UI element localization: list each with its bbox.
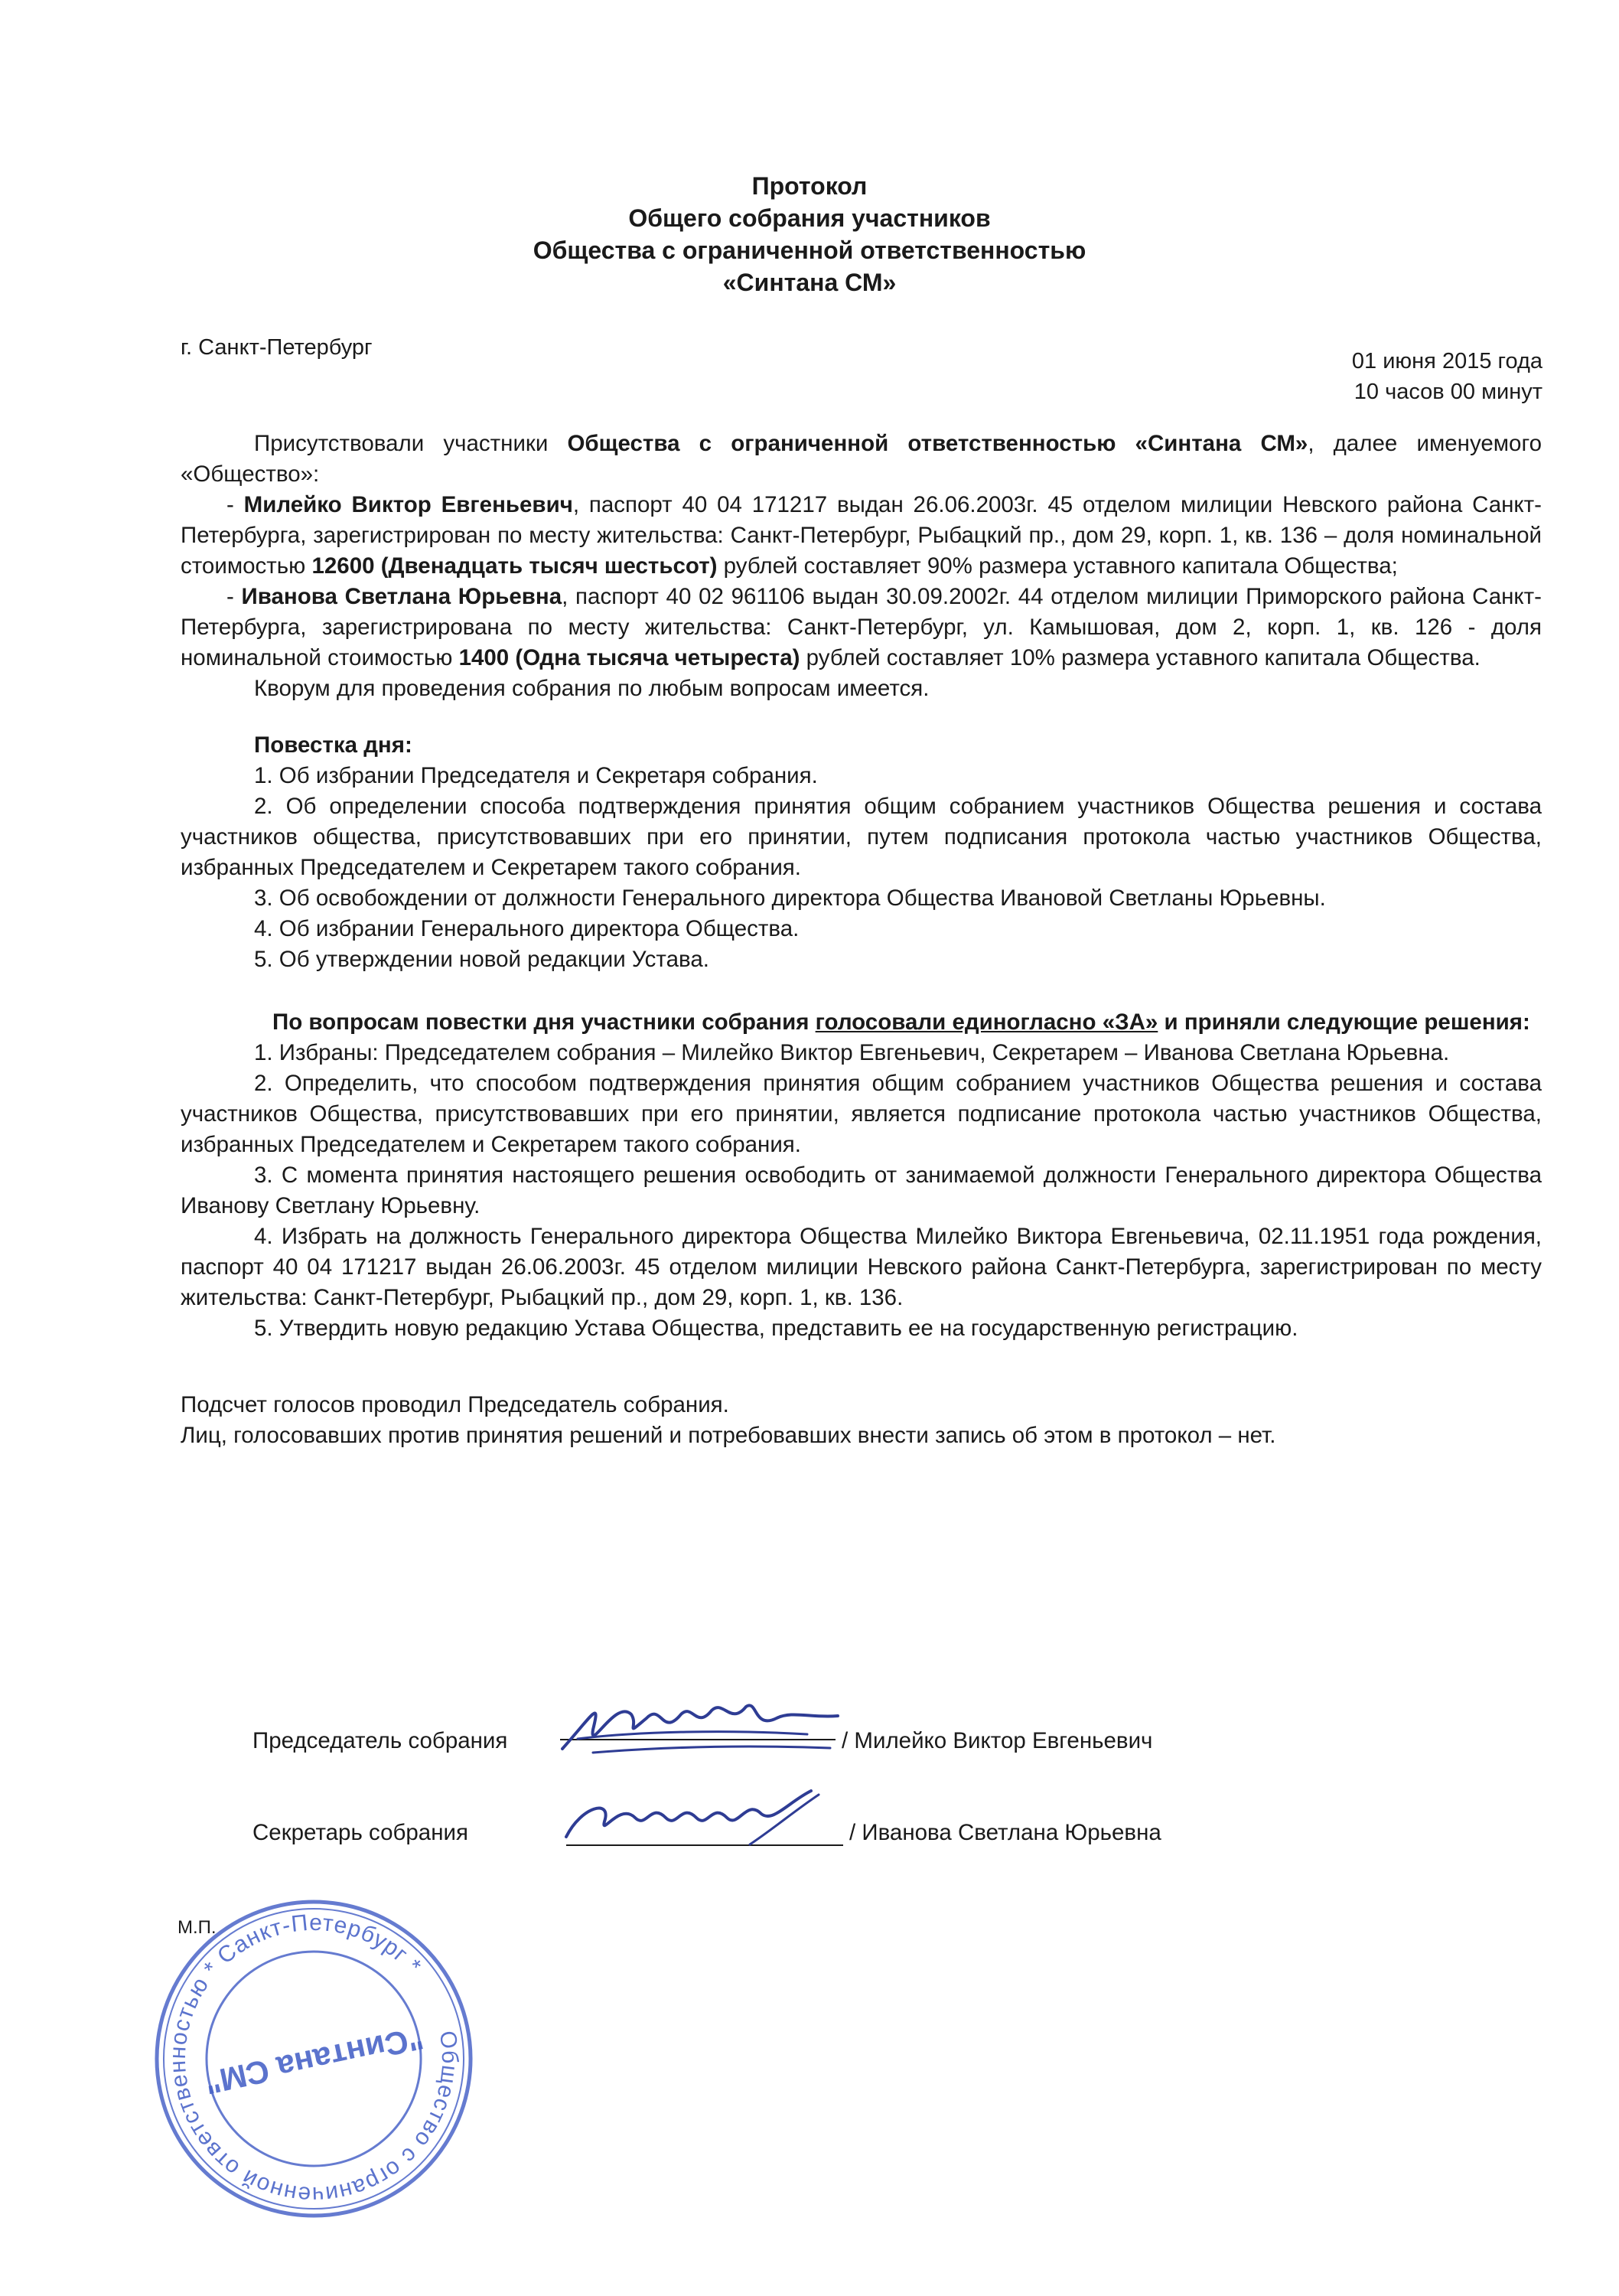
member-2: - Иванова Светлана Юрьевна, паспорт 40 02 961106 выдан 30.09.2002г. 44 отделом милиции Приморского района Санкт-Петербурга, зарегистрирована по месту жительства: Санкт-Петербург, ул. Камышовая, дом 2, корп. 1, кв. 126 - доля номинальной стоимостью 1400 (Одна тысяча четыреста) рублей составляет 10% размера уставного капитала Общества. [181,584,1542,670]
title-line-3: Общества с ограниченной ответственностью [533,236,1086,264]
mp-label: М.П. [178,1917,217,1938]
place: г. Санкт-Петербург [181,335,373,360]
chair-name: / Милейко Виктор Евгеньевич [842,1728,1153,1753]
agenda-item: 1. Об избрании Председателя и Секретаря собрания. [254,763,818,788]
time: 10 часов 00 минут [1354,380,1542,404]
agenda-item: 2. Об определении способа подтверждения принятия общим собранием участников Общества решения и состава участников общества, присутствовавших при его принятии, путем подписания протокола частью участников Общества, избранных Председателем и Секретарем такого собрания. [181,794,1542,880]
title-line-4: «Синтана СМ» [722,269,897,296]
stamp-outer-text: Общество с ограниченной ответственностью * Санкт-Петербург * [165,1910,463,2208]
agenda-item: 4. Об избрании Генерального директора Общества. [254,916,800,941]
chair-signature-icon [547,1684,853,1768]
decision-item: 5. Утвердить новую редакцию Устава Общества, представить ее на государственную регистрацию. [254,1316,1298,1341]
decision-item: 4. Избрать на должность Генерального директора Общества Милейко Виктора Евгеньевича, 02.11.1951 года рождения, паспорт 40 04 171217 выдан 26.06.2003г. 45 отделом милиции Невского района Санкт-Петербурга, зарегистрирован по месту жительства: Санкт-Петербург, Рыбацкий пр., дом 29, корп. 1, кв. 136. [181,1224,1542,1310]
closing-line-2: Лиц, голосовавших против принятия решений и потребовавших внести запись об этом в протокол – нет. [181,1423,1276,1448]
agenda-item: 5. Об утверждении новой редакции Устава. [254,947,709,972]
title-line-2: Общего собрания участников [628,204,991,232]
quorum: Кворум для проведения собрания по любым вопросам имеется. [254,676,930,701]
vote-paragraph: По вопросам повестки дня участники собрания голосовали единогласно «ЗА» и приняли следующие решения: [272,1009,1530,1035]
chair-role: Председатель собрания [252,1728,508,1753]
present-paragraph: Присутствовали участники Общества с ограниченной ответственностью «Синтана СМ», далее именуемого «Общество»: [181,431,1542,487]
member-1: - Милейко Виктор Евгеньевич, паспорт 40 04 171217 выдан 26.06.2003г. 45 отделом милиции Невского района Санкт-Петербурга, зарегистрирован по месту жительства: Санкт-Петербург, Рыбацкий пр., дом 29, корп. 1, кв. 136 – доля номинальной стоимостью 12600 (Двенадцать тысяч шестьсот) рублей составляет 90% размера уставного капитала Общества; [181,492,1542,579]
date: 01 июня 2015 года [1351,349,1542,373]
decision-item: 2. Определить, что способом подтверждения принятия общим собранием участников Общества решения и состава участников Общества, присутствовавших при его принятии, является подписание протокола частью участников Общества, избранных Председателем и Секретарем такого собрания. [181,1071,1542,1157]
decision-item: 1. Избраны: Председателем собрания – Милейко Виктор Евгеньевич, Секретарем – Иванова Светлана Юрьевна. [254,1040,1450,1065]
stamp-center-text: "Синтана СМ" [201,2020,427,2102]
secretary-name: / Иванова Светлана Юрьевна [849,1820,1161,1845]
decision-item: 3. С момента принятия настоящего решения освободить от занимаемой должности Генерального директора Общества Иванову Светлану Юрьевну. [181,1163,1542,1218]
date-block [1352,346,1542,407]
agenda-title: Повестка дня: [254,732,412,758]
agenda-item: 3. Об освобождении от должности Генерального директора Общества Ивановой Светланы Юрьевны. [254,885,1326,911]
chair-signature-row [252,1728,507,1754]
document-body [181,429,1542,1451]
secretary-role: Секретарь собрания [252,1820,468,1845]
title-line-1: Протокол [751,172,868,200]
company-stamp [145,1890,482,2227]
document-title [0,170,1619,298]
secretary-signature-row [252,1820,468,1846]
secretary-signature-icon [551,1776,842,1860]
closing-line-1: Подсчет голосов проводил Председатель собрания. [181,1392,729,1417]
